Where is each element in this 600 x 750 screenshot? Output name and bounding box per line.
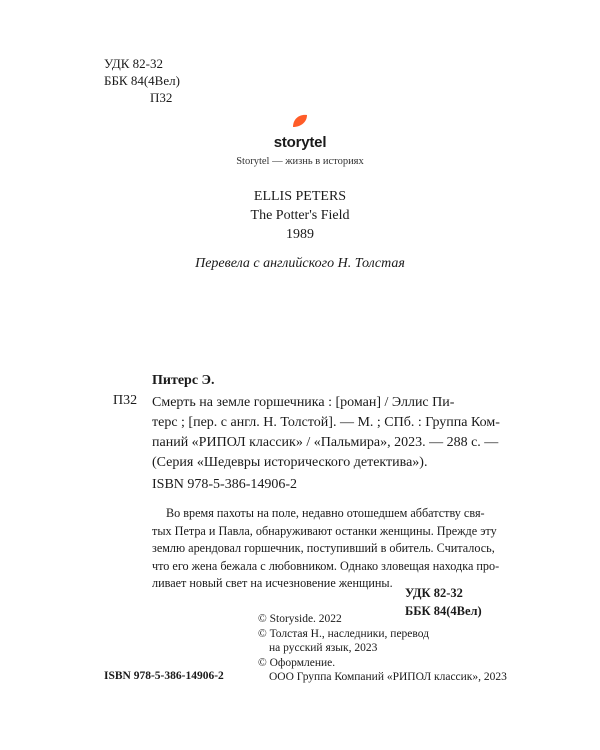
annotation-line: Во время пахоты на поле, недавно отошедшем аббатству свя-: [166, 506, 485, 520]
record-line: (Серия «Шедевры исторического детектива»).: [152, 455, 428, 470]
original-edition-info: [0, 187, 600, 244]
udk-code: УДК 82-32: [104, 56, 164, 71]
annotation-line: ливает новый свет на исчезновение женщины.: [152, 576, 393, 590]
annotation-line: что его жена бежала с любовником. Однако зловещая находка про-: [152, 558, 500, 573]
record-line: паний «РИПОЛ классик» / «Пальмира», 2023. — 288 с. —: [152, 435, 499, 450]
original-title: The Potter's Field: [250, 208, 350, 223]
storytel-leaf-icon: [290, 113, 310, 129]
record-isbn: ISBN 978-5-386-14906-2: [152, 477, 298, 492]
author-index-code: П32: [150, 90, 173, 105]
bibliographic-record: [152, 393, 500, 473]
classification-codes: [104, 55, 180, 106]
copyright-notices: [258, 612, 507, 685]
translator-credit: Перевела с английского Н. Толстая: [195, 256, 405, 271]
copyright-line: на русский язык, 2023: [269, 642, 378, 654]
record-line: Смерть на земле горшечника : [роман] / Эллис Пи-: [152, 395, 455, 410]
storytel-tagline: Storytel — жизнь в историях: [236, 156, 364, 167]
copyright-line: © Оформление.: [258, 656, 336, 669]
bbk-code: ББК 84(4Вел): [405, 604, 482, 618]
record-line: терс ; [пер. с англ. Н. Толстой]. — М. ; СПб. : Группа Ком-: [152, 415, 500, 430]
udk-code: УДК 82-32: [405, 586, 463, 600]
isbn-bottom: ISBN 978-5-386-14906-2: [104, 670, 224, 682]
record-author: Питерс Э.: [152, 373, 215, 388]
annotation: [152, 505, 500, 593]
original-author: ELLIS PETERS: [253, 189, 347, 204]
bbk-code: ББК 84(4Вел): [104, 73, 180, 88]
copyright-line: © Storyside. 2022: [258, 613, 342, 625]
record-index: П32: [113, 393, 138, 408]
storytel-logo-block: [0, 113, 600, 167]
annotation-line: землю арендовал горшечник, поступивший в обитель. Считалось,: [152, 541, 495, 555]
copyright-line: ООО Группа Компаний «РИПОЛ классик», 2023: [269, 671, 507, 683]
storytel-wordmark: storytel: [273, 134, 327, 151]
original-year: 1989: [286, 227, 314, 242]
copyright-line: © Толстая Н., наследники, перевод: [258, 627, 430, 640]
annotation-line: тых Петра и Павла, обнаруживают останки женщины. Прежде эту: [152, 523, 497, 538]
